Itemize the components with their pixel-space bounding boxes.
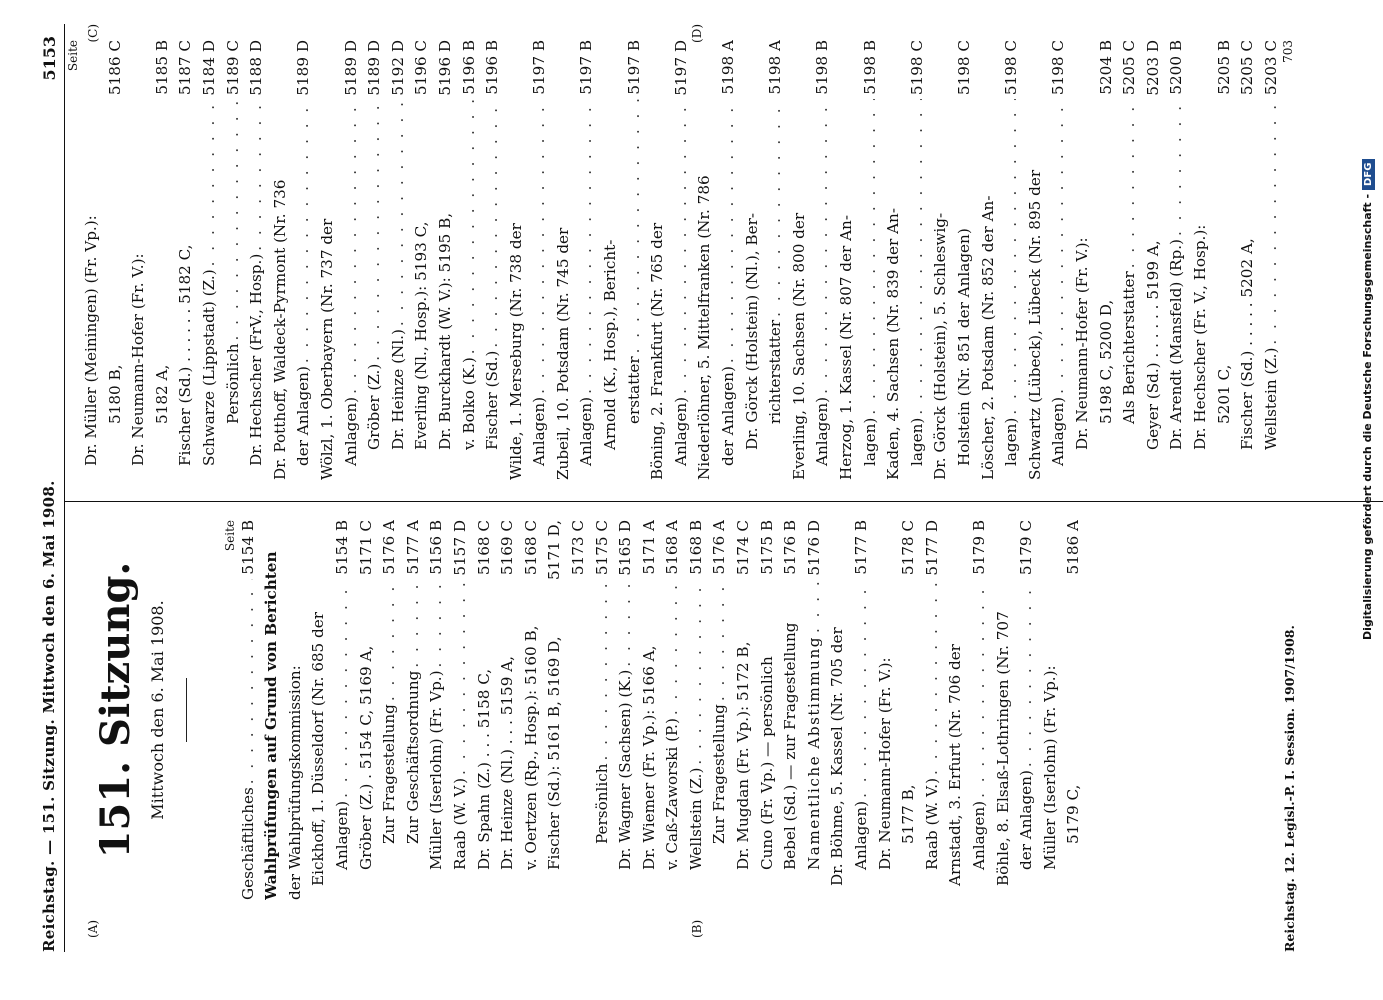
page-reference: 5189 D <box>341 40 360 96</box>
entry-text: Fischer (Sd.) . . . . . . 5182 C, <box>176 244 195 466</box>
page-reference: 5196 C <box>412 40 431 96</box>
index-entry <box>340 40 364 480</box>
leader-dots <box>811 99 835 397</box>
index-entry <box>151 40 175 480</box>
index-entry <box>80 40 104 480</box>
entry-text: Zur Geschäftsordnung <box>403 670 422 844</box>
page-reference: 5174 C <box>734 520 753 576</box>
index-entry <box>307 520 331 900</box>
index-entry <box>1024 40 1048 480</box>
entry-text: Dr. Heinze (Nl.) . . . 5159 A, <box>498 655 517 870</box>
entry-text: Arnold (K., Hosp.), Bericht- <box>601 239 620 450</box>
index-entry <box>1095 40 1119 480</box>
entry-text: Böning, 2. Frankfurt (Nr. 765 der <box>648 222 667 480</box>
leader-dots <box>764 98 788 319</box>
index-entry <box>410 40 434 480</box>
entry-text: Dr. Görck (Holstein) (Nl.), Ber- <box>742 213 761 450</box>
entry-text: Löscher, 2. Potsdam (Nr. 852 der An- <box>978 195 997 480</box>
page-reference: 5187 C <box>176 40 195 96</box>
page-reference: 5196 D <box>435 40 454 96</box>
page-reference: 5171 C <box>356 520 375 576</box>
entry-text: Arnstadt, 3. Erfurt (Nr. 706 der <box>946 644 965 886</box>
page-reference: 5154 B <box>238 520 257 575</box>
entry-text: Wölzl, 1. Oberbayern (Nr. 737 der <box>317 218 336 480</box>
page-reference: 5198 C <box>1002 40 1021 96</box>
index-entry <box>260 520 284 900</box>
leader-dots <box>708 578 732 704</box>
leader-dots <box>685 579 709 768</box>
dfg-logo: DFG <box>1362 159 1375 190</box>
index-entry <box>764 40 788 480</box>
page-reference: 5169 C <box>498 520 517 576</box>
page-reference: 5157 D <box>450 520 469 576</box>
entry-text: Dr. Heinze (Nl.) <box>388 329 407 450</box>
page-reference: 5177 D <box>922 520 941 576</box>
entry-text: v. Bolko (K.) <box>459 357 478 450</box>
entry-text: erstatter <box>624 356 643 424</box>
entry-text: lagen) <box>907 417 926 466</box>
index-entry <box>1039 520 1063 900</box>
credit-text: Digitalisierung gefördert durch die Deutsche Forschungsgemeinschaft - <box>1361 193 1374 640</box>
entry-text: Dr. Mugdan (Fr. Vp.): 5172 B, <box>734 641 753 870</box>
index-entry <box>1047 40 1071 480</box>
index-entry <box>1000 40 1024 480</box>
entry-text: Als Berichterstatter <box>1120 271 1139 424</box>
entry-text: Dr. Neumann-Hofer (Fr. V.): <box>1072 237 1091 450</box>
page-reference: 5176 D <box>804 520 823 576</box>
left-column <box>66 520 1086 900</box>
session-title: 151. Sitzung. <box>92 561 139 859</box>
entry-text: Dr. Görck (Holstein), 5. Schleswig- <box>931 212 950 480</box>
entry-text: Everling (Nl., Hosp.): 5193 C, <box>412 221 431 450</box>
entry-text: Namentliche Abstimmung <box>804 636 823 870</box>
index-entry <box>788 40 812 480</box>
index-entry <box>906 40 930 480</box>
index-entry <box>756 520 780 900</box>
index-entry <box>505 40 529 480</box>
title-rule <box>186 678 187 742</box>
index-entry <box>859 40 883 480</box>
page-reference: 5196 B <box>459 40 478 95</box>
entry-text: Persönlich <box>592 763 611 844</box>
page-reference: 5175 C <box>592 520 611 576</box>
leader-dots <box>292 100 316 366</box>
page-reference: 5189 D <box>365 40 384 96</box>
entry-text: Bebel (Sd.) — zur Fragestellung <box>781 622 800 870</box>
entry-text: der Wahlprüfungskommission: <box>285 665 304 900</box>
leader-dots <box>481 99 505 351</box>
leader-dots <box>1047 99 1071 397</box>
entry-text: Wellstein (Z.) <box>1261 347 1280 450</box>
footer-line: Reichstag. 12. Legisl.-P. I. Session. 1907/1908. <box>1282 625 1297 952</box>
page-reference: 5177 B <box>852 520 871 575</box>
index-entry <box>599 40 623 480</box>
index-entry <box>882 40 906 480</box>
entry-text: Dr. Wagner (Sachsen) (K.) <box>616 669 635 870</box>
page-reference: 5168 C <box>521 520 540 576</box>
entry-text: Dr. Böhme, 5. Kassel (Nr. 705 der <box>828 627 847 886</box>
index-entry <box>835 40 859 480</box>
entry-text: Cuno (Fr. Vp.) — persönlich <box>757 656 776 870</box>
page-reference: 5186 A <box>1064 520 1083 575</box>
entry-text: Fischer (Sd.) <box>483 350 502 450</box>
entry-text: Gröber (Z.) . 5154 C, 5169 A, <box>356 645 375 870</box>
entry-text: Zubeil, 10. Potsdam (Nr. 745 der <box>553 227 572 480</box>
index-entry <box>402 520 426 900</box>
entry-text: Dr. Neumann-Hofer (Fr. V.): <box>875 657 894 870</box>
running-header: Reichstag. — 151. Sitzung. Mittwoch den 6. Mai 1908. <box>40 480 58 952</box>
entry-text: Dr. Spahn (Z.) . . . 5158 C, <box>474 668 493 870</box>
index-entry <box>1260 40 1284 480</box>
index-entry <box>874 520 898 900</box>
page-reference: 5197 D <box>671 40 690 96</box>
index-entry <box>284 520 308 900</box>
leader-dots <box>1015 579 1039 770</box>
entry-text: v. Oertzen (Rp., Hosp.): 5160 B, <box>521 625 540 870</box>
index-entry <box>732 520 756 900</box>
right-column <box>66 40 1283 480</box>
entry-text: Schwartz (Lübeck), Lübeck (Nr. 895 der <box>1025 169 1044 480</box>
leader-dots <box>717 98 741 366</box>
page-reference: 5188 D <box>247 40 266 96</box>
page-reference: 5156 B <box>427 520 446 575</box>
page-reference: 5197 B <box>624 40 643 95</box>
page-reference: 5176 A <box>710 520 729 575</box>
index-entry <box>638 520 662 900</box>
page-reference: 5168 B <box>686 520 705 575</box>
header-rule <box>64 24 65 952</box>
entry-text: Anlagen) <box>341 396 360 466</box>
leader-dots <box>222 99 246 343</box>
page-reference: 5168 C <box>474 520 493 576</box>
entry-text: Anlagen) <box>332 800 351 870</box>
index-entry <box>378 520 402 900</box>
index-entry <box>670 40 694 480</box>
entry-text: Schwarze (Lippstadt) (Z.) <box>199 269 218 466</box>
page-reference: 5176 A <box>380 520 399 575</box>
index-entry <box>425 520 449 900</box>
entry-text: Anlagen) <box>852 800 871 870</box>
index-entry <box>1213 40 1237 480</box>
index-entry <box>708 520 732 900</box>
index-entry <box>1189 40 1213 480</box>
page-number: 5153 <box>40 36 59 81</box>
page-reference: 5197 B <box>577 40 596 95</box>
index-entry <box>614 520 638 900</box>
index-entry <box>992 520 1016 900</box>
entry-text: v. Caß-Zaworski (P.) <box>663 718 682 870</box>
entry-text: Wilde, 1. Merseburg (Nr. 738 der <box>506 223 525 480</box>
index-entry <box>1071 40 1095 480</box>
entry-text: der Anlagen) <box>719 366 738 466</box>
leader-dots <box>237 579 261 788</box>
entry-text: Müller (Iserlohn) (Fr. Vp.): <box>1040 665 1059 870</box>
entry-text: Dr. Burckhardt (W. V.): 5195 B, <box>435 212 454 450</box>
index-entry <box>661 520 685 900</box>
index-entry <box>717 40 741 480</box>
entry-text: Fischer (Sd.) . . . . . 5202 A, <box>1238 238 1257 450</box>
index-entry <box>528 40 552 480</box>
index-entry <box>929 40 953 480</box>
entry-text: Persönlich <box>223 343 242 424</box>
leader-dots <box>623 99 647 357</box>
entry-text: Anlagen) <box>1049 396 1068 466</box>
page-reference: 5198 A <box>719 40 738 95</box>
page-reference: 5203 C <box>1261 40 1280 96</box>
right-entry-list <box>80 40 1283 480</box>
index-entry <box>363 40 387 480</box>
index-entry <box>779 520 803 900</box>
index-entry <box>127 40 151 480</box>
entry-text: Anlagen) <box>671 396 690 466</box>
leader-dots <box>1118 99 1142 271</box>
index-entry <box>921 520 945 900</box>
leader-dots <box>198 100 222 270</box>
index-entry <box>575 40 599 480</box>
page-reference: 5168 A <box>663 520 682 575</box>
page-reference: 5205 C <box>1120 40 1139 96</box>
entry-text: Geschäftliches <box>238 787 257 900</box>
leader-dots <box>1000 99 1024 418</box>
index-entry <box>685 520 709 900</box>
margin-mark-d: (D) <box>690 24 704 43</box>
entry-text: Niederlöhner, 5. Mittelfranken (Nr. 786 <box>695 175 714 480</box>
signature-mark: 703 <box>1281 40 1295 63</box>
entry-text: Herzog, 1. Kassel (Nr. 807 der An- <box>837 215 855 480</box>
page-reference: 5200 B <box>1167 40 1186 95</box>
entry-text: Geyer (Sd.) . . . . . . 5199 A, <box>1143 240 1162 450</box>
index-entry <box>826 520 850 900</box>
index-entry <box>292 40 316 480</box>
index-entry <box>496 520 520 900</box>
index-entry <box>567 520 591 900</box>
page-reference: 5186 C <box>105 40 124 96</box>
index-entry <box>646 40 670 480</box>
entry-text: Wahlprüfungen auf Grund von Berichten <box>262 551 281 900</box>
index-entry <box>543 520 567 900</box>
index-entry <box>1062 520 1086 900</box>
leader-dots <box>921 580 945 778</box>
leader-dots <box>670 100 694 397</box>
seite-label-right: Seite <box>66 40 80 72</box>
index-entry <box>245 40 269 480</box>
index-entry <box>1165 40 1189 480</box>
entry-text: Zur Fragestellung <box>710 704 729 844</box>
entry-text: richterstatter <box>766 319 785 424</box>
page-reference: 5192 D <box>388 40 407 96</box>
leader-dots <box>661 578 685 718</box>
index-entry <box>944 520 968 900</box>
leader-dots <box>378 578 402 704</box>
index-entry <box>473 520 497 900</box>
index-entry <box>850 520 874 900</box>
leader-dots <box>245 100 269 254</box>
index-entry <box>355 520 379 900</box>
index-entry <box>1015 520 1039 900</box>
page-reference: 5173 C <box>568 520 587 576</box>
margin-mark-c: (C) <box>86 24 100 43</box>
page-reference: 5165 D <box>616 520 635 576</box>
left-entry-list <box>237 520 1086 900</box>
page-reference: 5177 A <box>403 520 422 575</box>
index-entry <box>897 520 921 900</box>
page-reference: 5176 B <box>781 520 800 575</box>
page-reference: 5175 B <box>757 520 776 575</box>
entry-text: Everling, 10. Sachsen (Nr. 800 der <box>789 212 808 480</box>
entry-text: 5182 A, <box>152 364 171 424</box>
leader-dots <box>458 99 482 358</box>
leader-dots <box>968 579 992 801</box>
index-entry <box>481 40 505 480</box>
index-entry <box>811 40 835 480</box>
page-reference: 5198 A <box>766 40 785 95</box>
page-reference: 5198 B <box>860 40 879 95</box>
entry-text: 5198 C, 5200 D, <box>1096 299 1115 424</box>
leader-dots <box>387 100 411 329</box>
index-entry <box>458 40 482 480</box>
leader-dots <box>1260 99 1284 348</box>
page-reference: 5185 B <box>152 40 171 95</box>
index-entry <box>222 40 246 480</box>
leader-dots <box>803 580 827 636</box>
leader-dots <box>906 99 930 418</box>
page-reference: 5154 B <box>332 520 351 575</box>
index-entry <box>449 520 473 900</box>
entry-text: Dr. Hechscher (FrV., Hosp.) <box>247 253 266 466</box>
page-reference: 5198 C <box>907 40 926 96</box>
entry-text: Dr. Arendt (Mansfeld) (Rp.) <box>1167 239 1186 450</box>
index-entry <box>174 40 198 480</box>
page-reference: 5171 A <box>639 520 658 575</box>
entry-text: Eickhoff, 1. Düsseldorf (Nr. 685 der <box>309 611 328 886</box>
entry-text: 5177 B, <box>899 784 918 844</box>
page-reference: 5179 B <box>970 520 988 575</box>
page-reference: 5184 D <box>199 40 218 96</box>
page-reference: 5198 C <box>954 40 973 96</box>
leader-dots <box>363 100 387 364</box>
page-reference: 5189 D <box>294 40 313 96</box>
entry-text: Wellstein (Z.) <box>686 767 705 870</box>
index-entry <box>104 40 128 480</box>
entry-text: Dr. Wiemer (Fr. Vp.): 5166 A, <box>639 645 658 870</box>
leader-dots <box>425 579 449 671</box>
index-entry <box>1142 40 1166 480</box>
page-reference: 5198 C <box>1049 40 1068 96</box>
page-reference: 5198 B <box>813 40 832 95</box>
leader-dots <box>331 579 355 801</box>
entry-text: Raab (W. V.) <box>922 777 941 870</box>
entry-text: lagen) <box>1002 417 1021 466</box>
entry-text: Anlagen) <box>530 396 549 466</box>
entry-text: Holstein (Nr. 851 der Anlagen) <box>954 228 973 466</box>
page-reference: 5205 C <box>1238 40 1257 96</box>
index-entry <box>316 40 340 480</box>
leader-dots <box>1165 99 1189 239</box>
page-reference: 5179 C <box>1017 520 1036 576</box>
page-reference: 5189 C <box>223 40 242 96</box>
page-reference: 5197 B <box>530 40 549 95</box>
entry-text: Müller (Iserlohn) (Fr. Vp.) <box>427 670 446 870</box>
page-reference: 5171 D, <box>545 520 564 580</box>
entry-text: Dr. Müller (Meiningen) (Fr. Vp.): <box>82 215 100 466</box>
entry-text: 5201 C, <box>1214 364 1233 424</box>
index-entry <box>693 40 717 480</box>
index-entry <box>1236 40 1260 480</box>
index-entry <box>968 520 992 900</box>
entry-text: Dr. Hechscher (Fr. V., Hosp.): <box>1190 224 1209 450</box>
leader-dots <box>859 99 883 418</box>
entry-text: Anlagen) <box>577 396 596 466</box>
index-entry <box>552 40 576 480</box>
index-entry <box>591 520 615 900</box>
index-entry <box>803 520 827 900</box>
entry-text: Raab (W. V.) <box>450 777 469 870</box>
index-entry <box>237 520 261 900</box>
digitization-credit <box>1361 159 1375 640</box>
leader-dots <box>402 578 426 670</box>
margin-mark-a: (A) <box>86 919 100 938</box>
entry-text: 5180 B, <box>105 364 124 424</box>
leader-dots <box>591 579 615 763</box>
entry-text: Kaden, 4. Sachsen (Nr. 839 der An- <box>884 208 903 480</box>
index-entry <box>198 40 222 480</box>
entry-text: Dr. Neumann-Hofer (Fr. V.): <box>129 253 148 466</box>
index-entry <box>741 40 765 480</box>
entry-text: Anlagen) <box>970 800 988 870</box>
entry-text: 5179 C, <box>1064 784 1083 844</box>
leader-dots <box>340 100 364 397</box>
entry-text: der Anlagen) <box>294 366 313 466</box>
leader-dots <box>850 579 874 801</box>
index-entry <box>623 40 647 480</box>
index-entry <box>434 40 458 480</box>
leader-dots <box>575 99 599 397</box>
page-reference: 5204 B <box>1096 40 1115 95</box>
entry-text: Fischer (Sd.): 5161 B, 5169 D, <box>545 636 564 870</box>
leader-dots <box>528 99 552 397</box>
index-entry <box>1118 40 1142 480</box>
leader-dots <box>449 580 473 778</box>
page-reference: 5205 B <box>1214 40 1233 95</box>
index-entry <box>269 40 293 480</box>
margin-mark-b: (B) <box>690 919 704 938</box>
entry-text: der Anlagen) <box>1017 770 1036 870</box>
index-entry <box>520 520 544 900</box>
column-divider <box>64 501 1383 502</box>
index-entry <box>387 40 411 480</box>
entry-text: lagen) <box>860 417 879 466</box>
page-reference: 5203 D <box>1143 40 1162 96</box>
index-entry <box>331 520 355 900</box>
entry-text: Zur Fragestellung <box>380 704 399 844</box>
seite-label: Seite <box>222 520 237 552</box>
index-entry <box>977 40 1001 480</box>
leader-dots <box>614 580 638 670</box>
session-date: Mittwoch den 6. Mai 1908. <box>148 600 167 820</box>
entry-text: Böhle, 8. Elsaß-Lothringen (Nr. 707 <box>993 611 1012 886</box>
page-reference: 5196 B <box>483 40 502 95</box>
entry-text: Gröber (Z.) <box>365 363 384 450</box>
entry-text: Anlagen) <box>813 396 832 466</box>
entry-text: Dr. Potthoff, Waldeck-Pyrmont (Nr. 736 <box>270 179 289 480</box>
page-reference: 5178 C <box>899 520 918 576</box>
index-entry <box>953 40 977 480</box>
